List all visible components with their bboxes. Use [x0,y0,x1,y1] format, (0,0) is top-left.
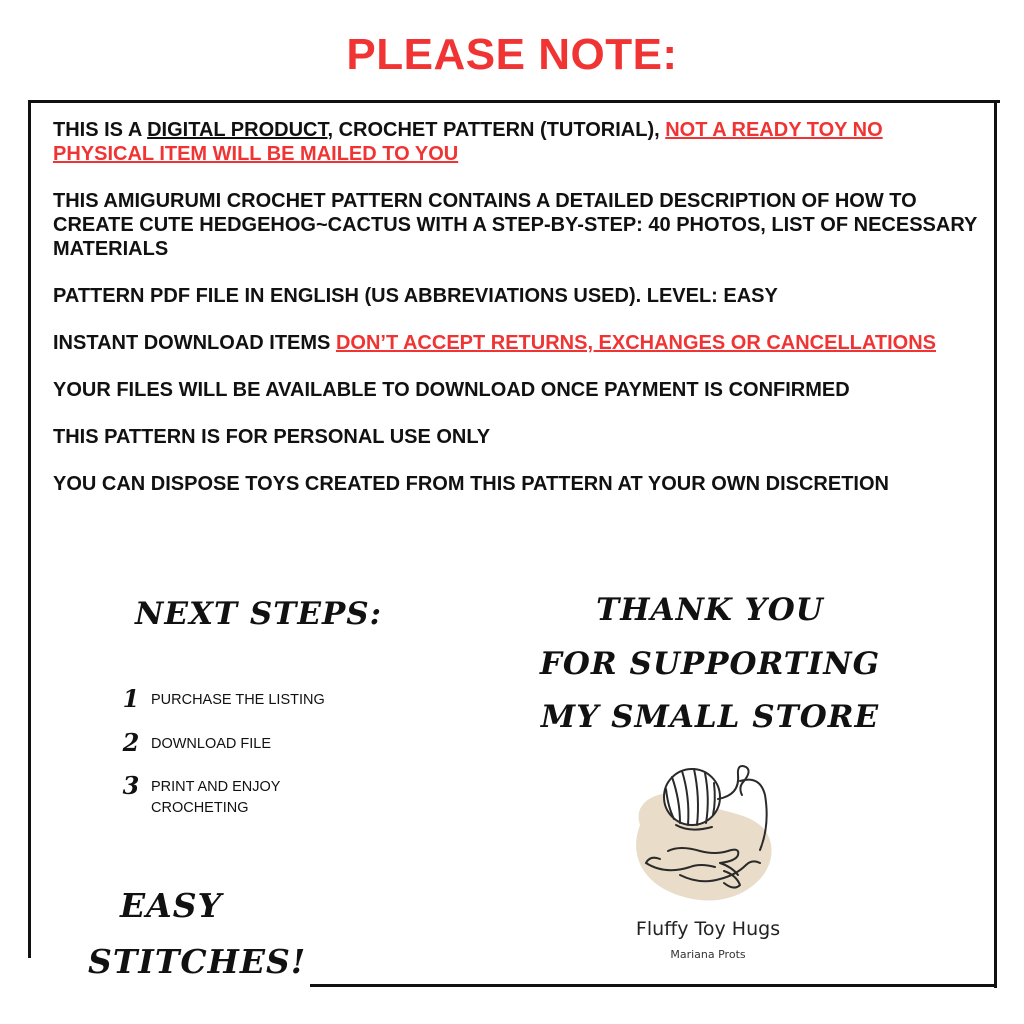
note-digital-product [53,118,983,166]
step-label: PRINT AND ENJOY CROCHETING [151,779,281,816]
thanks-line-2: FOR SUPPORTING [539,646,881,682]
easy-label: EASY [120,886,223,925]
no-returns-warning: DON’T ACCEPT RETURNS, EXCHANGES OR CANCELLATIONS [335,332,936,354]
note-description: THIS AMIGURUMI CROCHET PATTERN CONTAINS A DETAILED DESCRIPTION OF HOW TO CREATE CUTE HEDGEHOG~CACTUS WITH A STEP-BY-STEP: 40 PHOTOS, LIST OF NECESSARY MATERIALS [53,190,977,260]
thanks-line-3: MY SMALL STORE [540,699,880,735]
notes-section [53,118,983,519]
next-steps-title: NEXT STEPS: [135,596,383,632]
frame-right-line [994,100,997,988]
yarn-ball-hug-icon [620,755,800,905]
note-text: , CROCHET PATTERN (TUTORIAL), [327,119,666,141]
note-download: YOUR FILES WILL BE AVAILABLE TO DOWNLOAD ONCE PAYMENT IS CONFIRMED [53,379,850,401]
digital-product-emphasis: DIGITAL PRODUCT [147,119,328,141]
brand-name: Fluffy Toy Hugs [635,918,781,940]
frame-top-line [28,100,1000,103]
stitches-label: STITCHES! [88,942,307,981]
page-title: PLEASE NOTE: [346,30,678,79]
note-returns [53,331,983,355]
note-personal-use: THIS PATTERN IS FOR PERSONAL USE ONLY [53,426,491,448]
step-label: PURCHASE THE LISTING [151,692,325,708]
frame-bottom-line [310,984,997,987]
frame-left-line [28,100,31,958]
step-number: 1 [122,684,140,713]
brand-author: Mariana Prots [670,948,746,961]
step-number: 2 [122,728,140,757]
note-text: INSTANT DOWNLOAD ITEMS [53,332,336,354]
not-ready-toy-warning: NOT A READY TOY NO PHYSICAL ITEM WILL BE MAILED TO YOU [53,119,883,165]
thanks-line-1: THANK YOU [596,592,824,628]
step-number: 3 [122,771,140,800]
step-label: DOWNLOAD FILE [151,736,272,752]
note-disposal: YOU CAN DISPOSE TOYS CREATED FROM THIS PATTERN AT YOUR OWN DISCRETION [53,473,889,495]
note-language-level: PATTERN PDF FILE IN ENGLISH (US ABBREVIATIONS USED). LEVEL: EASY [53,285,778,307]
note-text: THIS IS A [53,119,148,141]
